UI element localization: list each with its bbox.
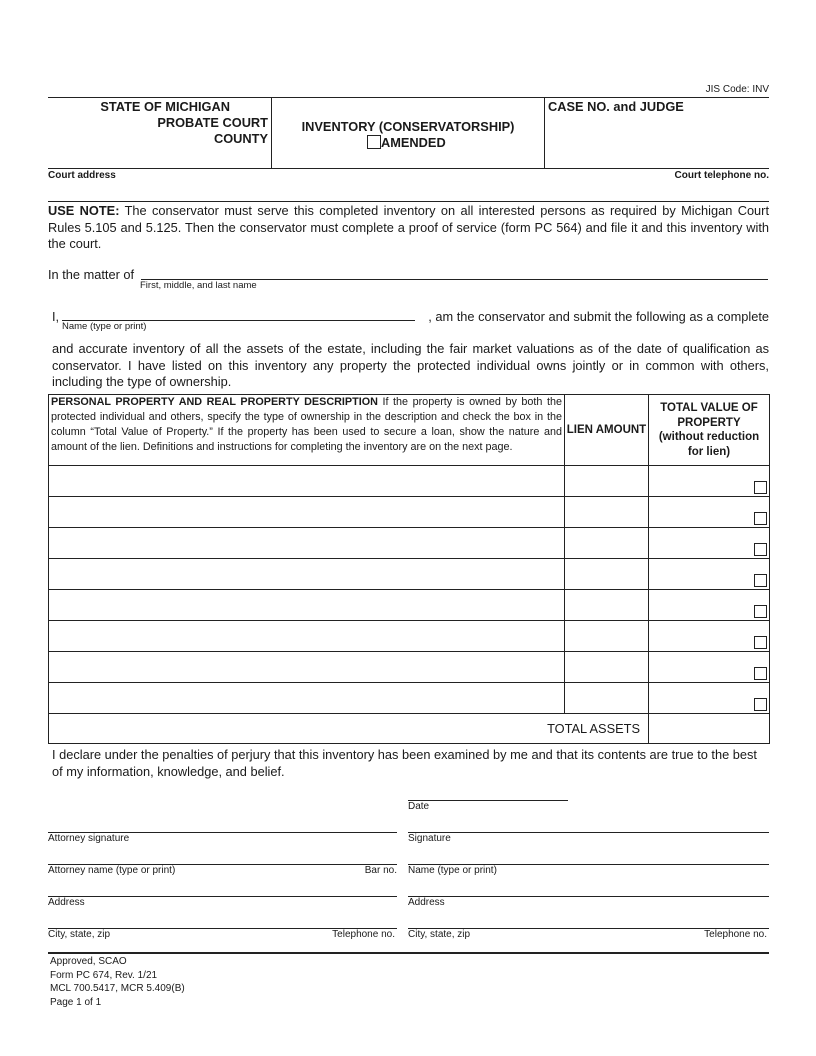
description-cell[interactable] — [49, 683, 565, 714]
court-phone-label: Court telephone no. — [674, 170, 769, 181]
joint-ownership-checkbox[interactable] — [754, 543, 767, 556]
value-cell[interactable] — [649, 497, 770, 528]
value-cell[interactable] — [649, 528, 770, 559]
signature-field[interactable] — [408, 832, 769, 833]
lien-amount-header: LIEN AMOUNT — [565, 395, 649, 466]
footer-mcl: MCL 700.5417, MCR 5.409(B) — [50, 983, 185, 994]
court-label: PROBATE COURT — [157, 115, 268, 130]
lien-cell[interactable] — [565, 466, 649, 497]
footer-form: Form PC 674, Rev. 1/21 — [50, 969, 158, 981]
header-top-rule — [48, 97, 769, 98]
telephone-label: Telephone no. — [704, 929, 767, 940]
attorney-city-label: City, state, zip — [48, 929, 111, 940]
joint-ownership-checkbox[interactable] — [754, 667, 767, 680]
matter-label: In the matter of — [48, 267, 135, 282]
footer-page: Page 1 of 1 — [50, 996, 102, 1008]
address-label: Address — [408, 897, 445, 908]
case-label: CASE NO. and JUDGE — [548, 99, 684, 114]
joint-ownership-checkbox[interactable] — [754, 636, 767, 649]
table-row — [49, 497, 770, 528]
form-title: INVENTORY (CONSERVATORSHIP) — [301, 119, 515, 134]
joint-ownership-checkbox[interactable] — [754, 698, 767, 711]
date-field[interactable] — [408, 800, 568, 801]
attorney-telephone-label: Telephone no. — [332, 929, 395, 940]
value-cell[interactable] — [649, 466, 770, 497]
bar-no-label: Bar no. — [364, 865, 397, 876]
date-label: Date — [408, 801, 430, 812]
description-header — [49, 395, 565, 466]
use-note-text: The conservator must serve this completed inventory on all interested persons as required by Michigan Court Rules 5.105 and 5.125. Then the conservator must complete a proof of service (form PC 564) and file it and this inventory with the court. — [48, 203, 769, 251]
state-label: STATE OF MICHIGAN — [100, 99, 230, 114]
lien-cell[interactable] — [565, 683, 649, 714]
jis-code: JIS Code: INV — [705, 84, 769, 95]
county-label: COUNTY — [213, 131, 268, 146]
attorney-name-label: Attorney name (type or print) — [48, 865, 176, 876]
value-cell[interactable] — [649, 652, 770, 683]
joint-ownership-checkbox[interactable] — [754, 574, 767, 587]
table-row — [49, 652, 770, 683]
lien-cell[interactable] — [565, 559, 649, 590]
value-cell[interactable] — [649, 683, 770, 714]
table-row — [49, 683, 770, 714]
table-row — [49, 590, 770, 621]
declaration-prefix: I, — [52, 309, 60, 324]
court-address-rule — [48, 201, 769, 202]
table-row — [49, 621, 770, 652]
footer-rule — [48, 952, 769, 954]
address-field[interactable] — [408, 896, 769, 897]
description-instructions: If the property is owned by both the protected individual and others, specify the type of ownership in the description and check the box in the column “Total Value of Property.” If the property has been used to secure a loan, show the nature and amount of the lien. Definitions and instructions for completing the inventory are on the next page. — [51, 396, 562, 453]
use-note-label: USE NOTE: — [48, 203, 120, 218]
court-address-label: Court address — [48, 170, 116, 181]
conservator-name-label: Name (type or print) — [62, 321, 147, 332]
total-assets-value[interactable] — [649, 714, 770, 744]
lien-cell[interactable] — [565, 497, 649, 528]
table-row — [49, 528, 770, 559]
city-label: City, state, zip — [408, 929, 471, 940]
lien-cell[interactable] — [565, 652, 649, 683]
description-cell[interactable] — [49, 497, 565, 528]
declaration-suffix: , am the conservator and submit the following as a complete — [428, 309, 769, 324]
description-cell[interactable] — [49, 590, 565, 621]
joint-ownership-checkbox[interactable] — [754, 512, 767, 525]
header-divider-2 — [544, 97, 545, 168]
joint-ownership-checkbox[interactable] — [754, 605, 767, 618]
signature-label: Signature — [408, 833, 451, 844]
attorney-address-field[interactable] — [48, 896, 397, 897]
declaration-continuation: and accurate inventory of all the assets of the estate, including the fair market valuations as of the date of qualification as conservator. I have listed on this inventory any property the protected individual owns jointly or in common with others, including the type of ownership. — [52, 341, 769, 389]
table-header-row — [49, 395, 770, 466]
use-note — [48, 203, 769, 253]
value-cell[interactable] — [649, 590, 770, 621]
total-assets-label: TOTAL ASSETS — [49, 714, 649, 744]
inventory-table — [48, 394, 770, 744]
footer-block — [50, 955, 185, 1009]
attorney-signature-label: Attorney signature — [48, 833, 130, 844]
description-cell[interactable] — [49, 652, 565, 683]
total-row — [49, 714, 770, 744]
footer-approved: Approved, SCAO — [50, 956, 127, 967]
attorney-address-label: Address — [48, 897, 85, 908]
joint-ownership-checkbox[interactable] — [754, 481, 767, 494]
lien-cell[interactable] — [565, 621, 649, 652]
value-cell[interactable] — [649, 559, 770, 590]
description-cell[interactable] — [49, 559, 565, 590]
total-value-header: TOTAL VALUE OF PROPERTY (without reduction for lien) — [649, 395, 770, 466]
amended-label: AMENDED — [381, 135, 446, 150]
value-cell[interactable] — [649, 621, 770, 652]
perjury-statement: I declare under the penalties of perjury that this inventory has been examined by me and that its contents are true to the best of my information, knowledge, and belief. — [52, 747, 757, 779]
lien-cell[interactable] — [565, 590, 649, 621]
lien-cell[interactable] — [565, 528, 649, 559]
description-heading: PERSONAL PROPERTY AND REAL PROPERTY DESCRIPTION — [51, 396, 378, 408]
description-cell[interactable] — [49, 528, 565, 559]
table-row — [49, 559, 770, 590]
description-cell[interactable] — [49, 466, 565, 497]
header-bottom-rule — [48, 168, 769, 169]
name-label: Name (type or print) — [408, 865, 497, 876]
description-cell[interactable] — [49, 621, 565, 652]
table-row — [49, 466, 770, 497]
matter-sublabel: First, middle, and last name — [140, 280, 257, 291]
amended-checkbox[interactable] — [367, 135, 381, 149]
